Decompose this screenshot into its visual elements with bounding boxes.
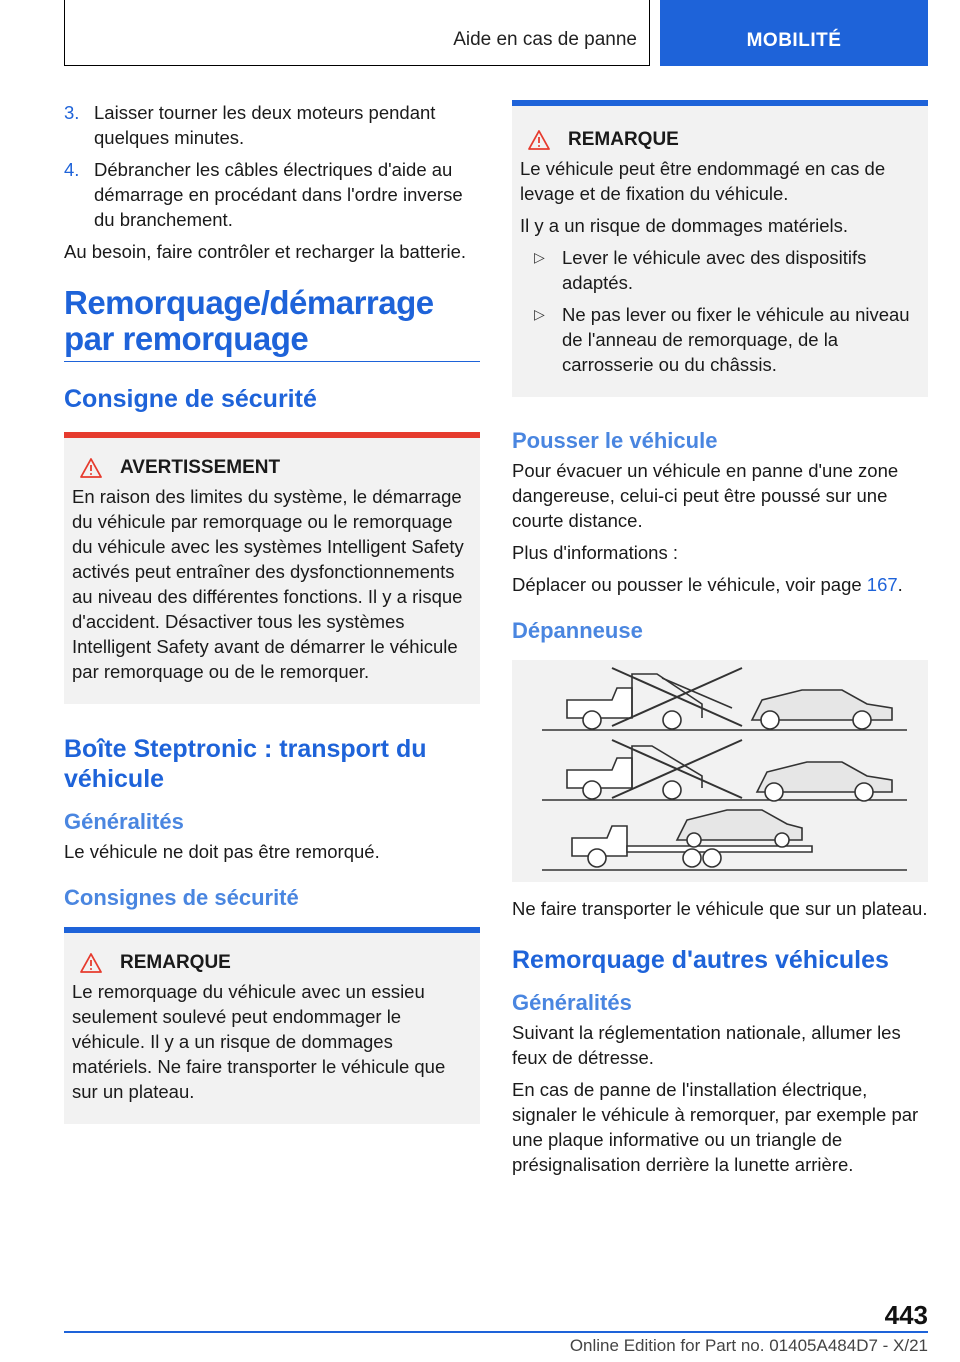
general-text: Suivant la réglementation nationale, allumer les feux de détresse. [512,1022,901,1068]
push-text: Pour évacuer un véhicule en panne d'une zone dangereuse, celui-ci peut être poussé sur une courte distance. [512,460,899,531]
left-column [64,100,480,1154]
list-item [520,302,920,377]
note-box [64,927,480,1124]
note-title: REMARQUE [568,129,679,150]
section-tab [64,0,650,66]
note-title: REMARQUE [120,952,231,973]
warning-triangle-icon [80,953,102,973]
chapter-title: MOBILITÉ [746,30,842,51]
note-text: Le véhicule peut être endommagé en cas de levage et de fixation du véhicule. [520,158,886,204]
step-number: 3. [64,102,80,123]
step-number: 4. [64,159,80,180]
step-text: Débrancher les câbles électriques d'aide au démarrage en procédant dans l'ordre inverse du branchement. [94,159,463,230]
warning-triangle-icon [528,130,550,150]
section-title: Aide en cas de panne [453,29,637,50]
list-item-text: Lever le véhicule avec des dispositifs adaptés. [562,247,867,293]
warning-text: En raison des limites du système, le démarrage du véhicule par remorquage ou le remorquage du véhicule avec les systèmes Intelligent Safety activés peut entraîner des dysfonctionnements au niveau des différentes fonctions. Il y a risque d'accident. Désactiver tous les systèmes Intelligent Safety avant de démarrer le véhicule par remorquage ou de le remorquer. [72,486,464,682]
right-column [512,100,928,1184]
reference-text: Déplacer ou pousser le véhicule, voir page [512,574,867,595]
warning-box [64,432,480,704]
chapter-tab [660,0,928,66]
page-header [64,0,928,66]
page-link[interactable]: 167 [866,574,898,595]
warning-title: AVERTISSEMENT [120,457,281,478]
reference-end: . [897,574,903,595]
step-text: Laisser tourner les deux moteurs pendant quelques minutes. [94,102,436,148]
towing-diagram [512,660,928,882]
battery-note: Au besoin, faire contrôler et recharger la batterie. [64,241,467,262]
footer-rule [64,1331,928,1333]
push-heading: Pousser le véhicule [512,428,718,453]
safety-heading: Consigne de sécurité [64,385,317,413]
others-heading: Remorquage d'autres véhicules [512,946,889,974]
more-info: Plus d'informations : [512,542,678,563]
tow-heading: Dépanneuse [512,618,643,643]
tow-text: Ne faire transporter le véhicule que sur un plateau. [512,898,928,919]
safety2-heading: Consignes de sécurité [64,885,299,910]
triangle-right-icon: ▷ [534,249,545,265]
page-number: 443 [884,1300,928,1330]
heading-rule [64,361,480,362]
list-item [520,245,920,295]
warning-triangle-icon [80,458,102,478]
step-item [64,100,480,150]
general-text: Le véhicule ne doit pas être remorqué. [64,841,380,862]
towing-illustration [512,660,928,882]
general-text: En cas de panne de l'installation électrique, signaler le véhicule à remorquer, par exemple par une plaque informative ou un triangle de présignalisation derrière la lunette arrière. [512,1079,919,1175]
note-text: Il y a un risque de dommages matériels. [520,215,849,236]
main-heading: Remorquage/démarrage par remorquage [64,284,434,357]
list-item-text: Ne pas lever ou fixer le véhicule au niveau de l'anneau de remorquage, de la carrosserie ou du châssis. [562,304,910,375]
triangle-right-icon: ▷ [534,306,545,322]
note-box [512,100,928,397]
edition-note: Online Edition for Part no. 01405A484D7 - X/21 [569,1336,928,1355]
reference [512,572,928,597]
note-text: Le remorquage du véhicule avec un essieu seulement soulevé peut endommager le véhicule. Il y a un risque de dommages matériels. Ne faire transporter le véhicule que sur un plateau. [72,981,446,1102]
step-item [64,157,480,232]
steptronic-heading: Boîte Steptronic : transport du véhicule [64,735,427,793]
general-heading: Généralités [512,990,632,1015]
general-heading: Généralités [64,809,184,834]
